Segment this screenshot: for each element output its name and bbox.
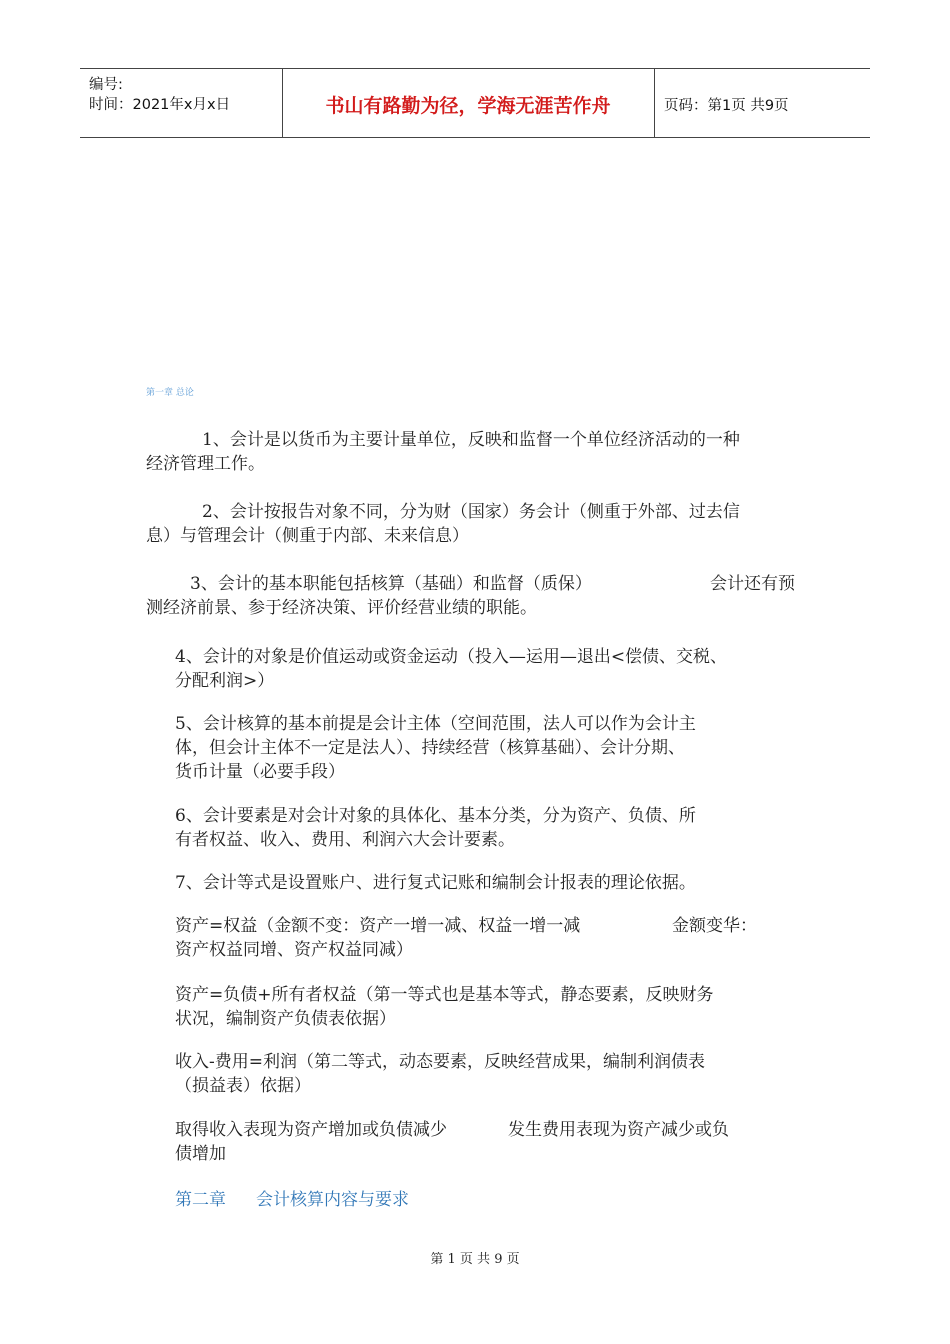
p8-line2: 资产权益同增、资产权益同减） [175, 940, 413, 960]
number-label: 编号: [89, 77, 123, 93]
header-page-info: 页码：第1页 共9页 [664, 98, 789, 114]
p11-line1b: 发生费用表现为资产减少或负 [508, 1120, 729, 1140]
chapter2-title: 会计核算内容与要求 [256, 1190, 409, 1210]
chapter2-heading [175, 1185, 409, 1210]
motto: 书山有路勤为径，学海无涯苦作舟 [325, 95, 611, 117]
document-header [80, 68, 870, 138]
p5-line1: 5、会计核算的基本前提是会计主体（空间范围，法人可以作为会计主 [175, 714, 696, 734]
p3-line1a: 3、会计的基本职能包括核算（基础）和监督（质保） [190, 574, 592, 594]
p7-line1: 7、会计等式是设置账户、进行复式记账和编制会计报表的理论依据。 [175, 873, 696, 893]
p1-line2: 经济管理工作。 [146, 454, 265, 474]
p11-line1a: 取得收入表现为资产增加或负债减少 [175, 1120, 447, 1140]
p6-line1: 6、会计要素是对会计对象的具体化、基本分类，分为资产、负债、所 [175, 806, 696, 826]
p4-line1: 4、会计的对象是价值运动或资金运动（投入—运用—退出<偿债、交税、 [175, 647, 728, 667]
chapter1-heading: 第一章 总论 [146, 388, 194, 398]
p2-line2: 息）与管理会计（侧重于内部、未来信息） [146, 526, 469, 546]
header-motto-cell [282, 69, 655, 137]
p11-line2: 债增加 [175, 1144, 226, 1164]
p1-line1: 1、会计是以货币为主要计量单位，反映和监督一个单位经济活动的一种 [202, 430, 740, 450]
p3-line1b: 会计还有预 [710, 574, 795, 594]
p8-line1a: 资产=权益（金额不变：资产一增一减、权益一增一减 [175, 916, 581, 936]
p8-line1b: 金额变华： [672, 916, 757, 936]
chapter2-number: 第二章 [175, 1190, 226, 1210]
page-footer: 第 1 页 共 9 页 [430, 1252, 520, 1267]
p3-line2: 测经济前景、参于经济决策、评价经营业绩的职能。 [146, 598, 537, 618]
time-label: 时间：2021年x月x日 [89, 97, 231, 113]
p4-line2: 分配利润>） [175, 671, 275, 691]
p10-line2: （损益表）依据） [175, 1076, 311, 1096]
p9-line2: 状况，编制资产负债表依据） [175, 1009, 396, 1029]
p2-line1: 2、会计按报告对象不同，分为财（国家）务会计（侧重于外部、过去信 [202, 502, 740, 522]
p10-line1: 收入-费用=利润（第二等式，动态要素，反映经营成果，编制利润债表 [175, 1052, 705, 1072]
p5-line2: 体，但会计主体不一定是法人）、持续经营（核算基础）、会计分期、 [175, 738, 685, 758]
p6-line2: 有者权益、收入、费用、利润六大会计要素。 [175, 830, 515, 850]
header-meta-cell [80, 69, 283, 137]
p5-line3: 货币计量（必要手段） [175, 762, 345, 782]
header-page-cell [654, 69, 870, 137]
p9-line1: 资产=负债+所有者权益（第一等式也是基本等式，静态要素，反映财务 [175, 985, 714, 1005]
